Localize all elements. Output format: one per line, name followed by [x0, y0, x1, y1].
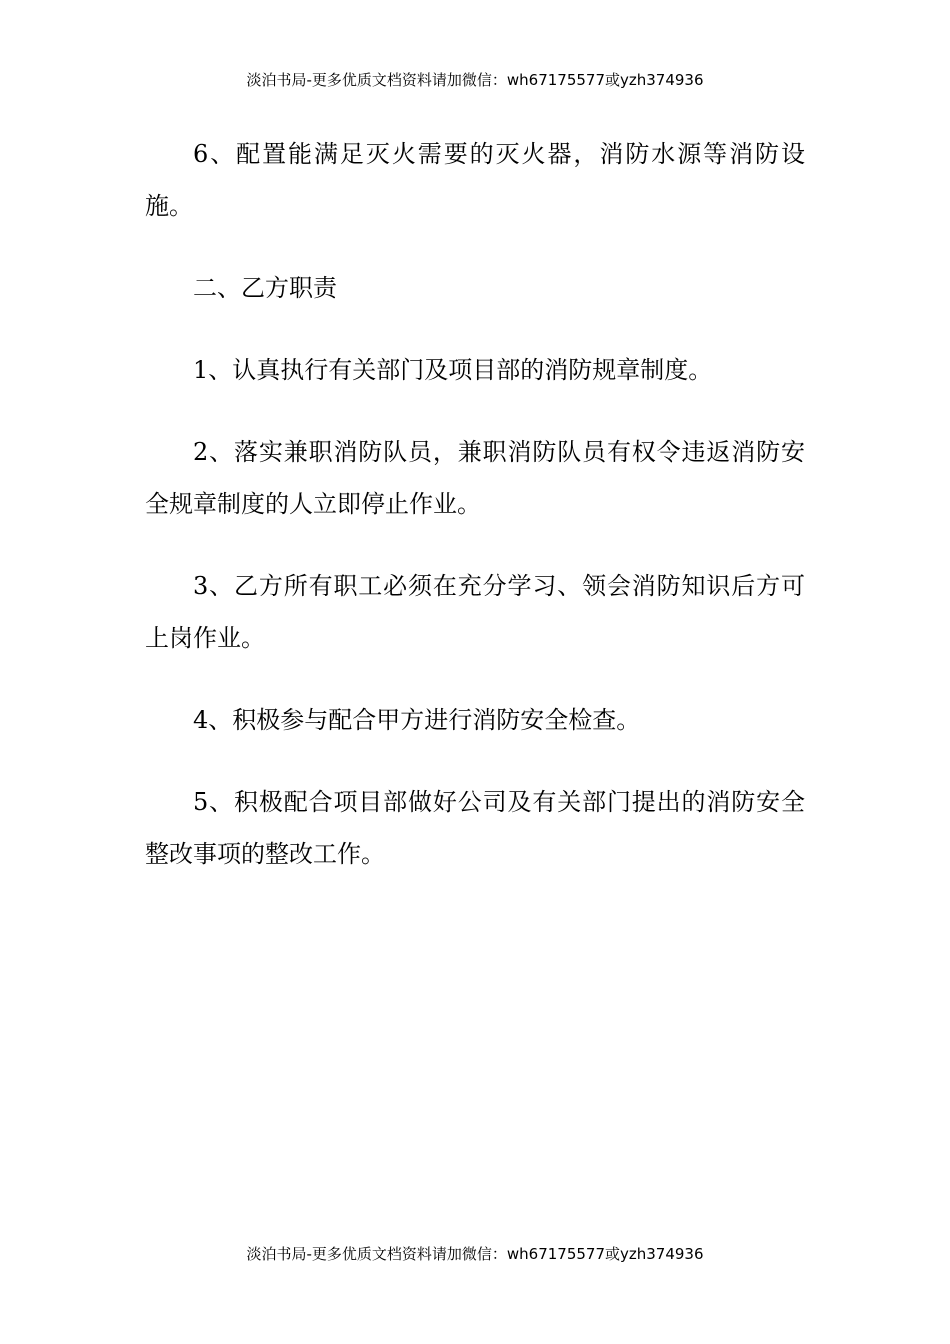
- section-heading-party-b-duties: 二、乙方职责: [193, 274, 337, 302]
- paragraph-item-5-rectification: 5、积极配合项目部做好公司及有关部门提出的消防安全整改事项的整改工作。: [145, 788, 805, 868]
- page-header: 淡泊书局-更多优质文档资料请加微信：wh67175577或yzh374936: [246, 71, 704, 89]
- paragraph-item-6-equipment: 6、配置能满足灭火需要的灭火器，消防水源等消防设施。: [145, 140, 805, 220]
- page-footer: 淡泊书局-更多优质文档资料请加微信：wh67175577或yzh374936: [246, 1245, 704, 1263]
- document-body: [145, 128, 805, 910]
- paragraph-item-2-firefighters: 2、落实兼职消防队员，兼职消防队员有权令违返消防安全规章制度的人立即停止作业。: [145, 438, 805, 518]
- paragraph-item-1-regulations: 1、认真执行有关部门及项目部的消防规章制度。: [193, 356, 713, 384]
- paragraph-item-3-training: 3、乙方所有职工必须在充分学习、领会消防知识后方可上岗作业。: [145, 572, 805, 652]
- paragraph-item-4-inspection: 4、积极参与配合甲方进行消防安全检查。: [193, 706, 641, 734]
